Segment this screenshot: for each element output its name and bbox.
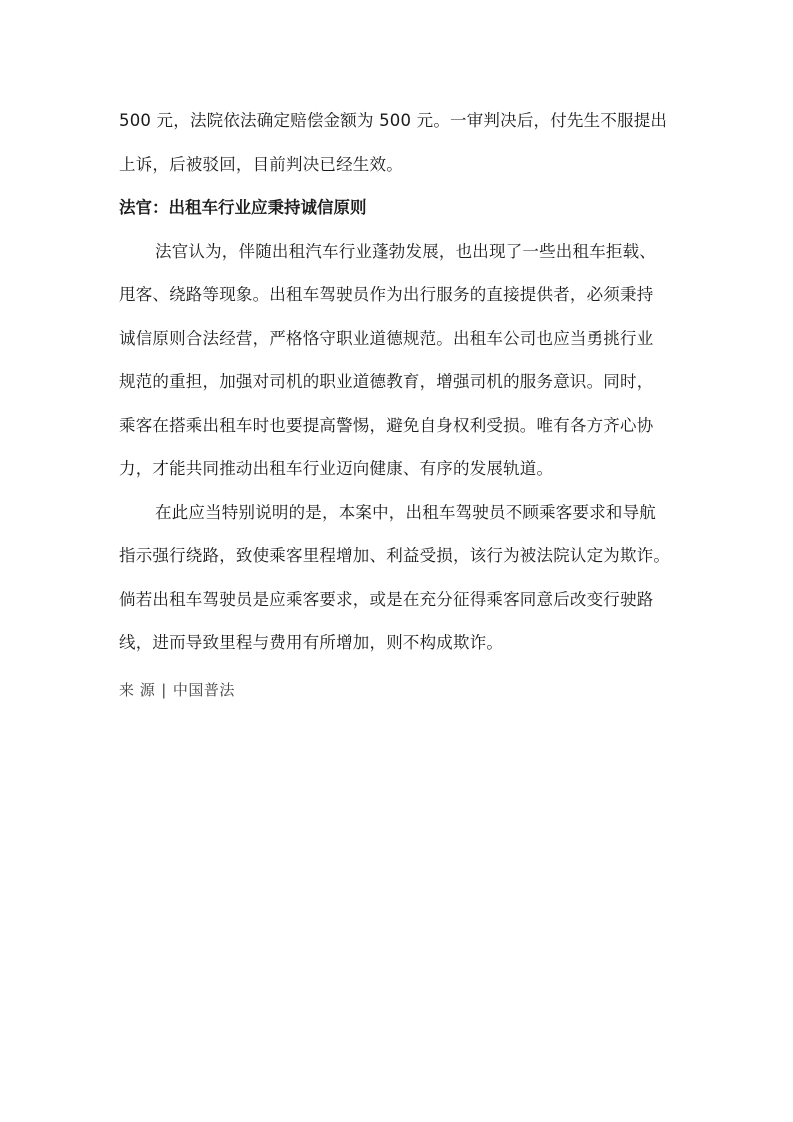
source-separator: | [161, 681, 167, 699]
paragraph-continuation [119, 99, 685, 186]
text-line: 在此应当特别说明的是，本案中，出租车驾驶员不顾乘客要求和导航 [155, 502, 656, 522]
text-line: 500 元，法院依法确定赔偿金额为 500 元。一审判决后，付先生不服提出 [119, 111, 668, 130]
text-line: 法官认为，伴随出租汽车行业蓬勃发展，也出现了一些出租车拒载、 [155, 241, 656, 261]
text-line: 上诉，后被驳回，目前判决已经生效。 [119, 154, 403, 174]
section-heading: 法官：出租车行业应秉持诚信原则 [119, 198, 367, 217]
source-value: 中国普法 [172, 681, 235, 699]
source-label: 来 源 [119, 681, 156, 699]
text-line: 力，才能共同推动出租车行业迈向健康、有序的发展轨道。 [119, 459, 554, 478]
source-attribution [119, 676, 235, 704]
text-line: 指示强行绕路，致使乘客里程增加、利益受损，该行为被法院认定为欺诈。 [119, 546, 671, 565]
text-line: 线，进而导致里程与费用有所增加，则不构成欺诈。 [119, 633, 504, 652]
text-line: 乘客在搭乘出租车时也要提高警惕，避免自身权利受损。唯有各方齐心协 [119, 415, 654, 435]
text-line: 甩客、绕路等现象。出租车驾驶员作为出行服务的直接提供者，必须秉持 [119, 285, 654, 304]
paragraph-special-note [119, 491, 685, 665]
text-line: 诚信原则合法经营，严格恪守职业道德规范。出租车公司也应当勇挑行业 [119, 328, 654, 348]
article-body [119, 99, 685, 665]
text-line: 规范的重担，加强对司机的职业道德教育，增强司机的服务意识。同时， [119, 372, 654, 391]
paragraph-judge-opinion [119, 230, 685, 491]
text-line: 倘若出租车驾驶员是应乘客要求，或是在充分征得乘客同意后改变行驶路 [119, 589, 654, 609]
